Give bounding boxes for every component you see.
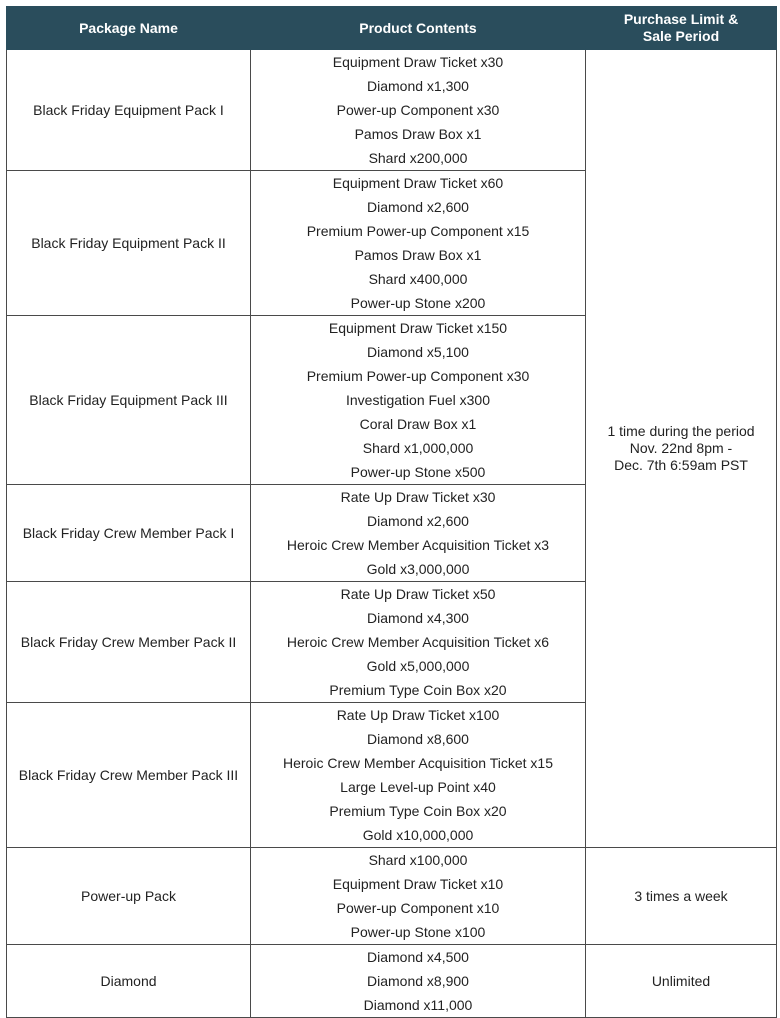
product-item: Equipment Draw Ticket x30 [332,54,504,70]
product-item: Power-up Stone x500 [350,464,486,480]
product-item: Power-up Stone x200 [350,295,486,311]
table-header-row [7,7,777,50]
table-row [7,945,777,1018]
limit-cell-diamond: Unlimited [586,945,777,1018]
package-name-cell: Diamond [7,945,251,1018]
product-item: Diamond x11,000 [363,997,473,1013]
product-item: Diamond x8,900 [367,973,469,989]
product-item: Power-up Component x30 [336,102,500,118]
table-row [7,848,777,945]
product-item: Pamos Draw Box x1 [354,126,482,142]
product-contents-cell [251,485,586,582]
package-table [6,6,777,1018]
product-item: Equipment Draw Ticket x60 [332,175,504,191]
product-item: Heroic Crew Member Acquisition Ticket x6 [286,634,550,650]
product-item: Gold x10,000,000 [362,827,474,843]
product-item: Shard x200,000 [368,150,468,166]
product-item: Gold x3,000,000 [366,561,470,577]
limit-line: Nov. 22nd 8pm - [629,440,733,456]
product-item: Investigation Fuel x300 [346,392,490,408]
product-item: Coral Draw Box x1 [359,416,477,432]
product-item: Diamond x4,500 [367,949,469,965]
product-item: Rate Up Draw Ticket x100 [336,707,500,723]
product-item: Equipment Draw Ticket x10 [332,876,504,892]
header-limit-line1: Purchase Limit & [623,11,739,27]
table-row [7,50,777,171]
package-name-cell: Black Friday Crew Member Pack I [7,485,251,582]
product-contents-cell [251,582,586,703]
limit-line: 1 time during the period [607,423,755,439]
product-item: Power-up Stone x100 [350,924,486,940]
product-contents-cell [251,848,586,945]
product-item: Shard x1,000,000 [362,440,474,456]
header-product-contents: Product Contents [251,7,586,50]
product-item: Premium Power-up Component x30 [306,368,530,384]
product-item: Diamond x4,300 [367,610,469,626]
product-item: Diamond x2,600 [367,513,469,529]
product-item: Gold x5,000,000 [366,658,470,674]
package-name-cell: Black Friday Crew Member Pack II [7,582,251,703]
package-name-cell: Power-up Pack [7,848,251,945]
limit-line: Dec. 7th 6:59am PST [614,457,748,473]
package-name-cell: Black Friday Equipment Pack III [7,316,251,485]
product-item: Equipment Draw Ticket x150 [328,320,508,336]
product-item: Heroic Crew Member Acquisition Ticket x15 [283,755,553,771]
product-item: Diamond x1,300 [367,78,469,94]
limit-cell-power-up: 3 times a week [586,848,777,945]
product-contents-cell [251,50,586,171]
product-contents-cell [251,945,586,1018]
product-item: Premium Type Coin Box x20 [329,803,507,819]
product-item: Power-up Component x10 [336,900,500,916]
product-item: Rate Up Draw Ticket x30 [340,489,496,505]
product-item: Premium Power-up Component x15 [306,223,530,239]
header-limit-line2: Sale Period [642,28,720,44]
product-item: Diamond x5,100 [367,344,469,360]
product-item: Shard x100,000 [368,852,468,868]
product-item: Rate Up Draw Ticket x50 [340,586,496,602]
header-package-name: Package Name [7,7,251,50]
product-item: Diamond x8,600 [367,731,469,747]
package-name-cell: Black Friday Crew Member Pack III [7,703,251,848]
package-name-cell: Black Friday Equipment Pack II [7,171,251,316]
product-item: Premium Type Coin Box x20 [329,682,507,698]
product-contents-cell [251,316,586,485]
product-item: Heroic Crew Member Acquisition Ticket x3 [286,537,550,553]
product-item: Shard x400,000 [368,271,468,287]
header-purchase-limit [586,7,777,50]
product-item: Diamond x2,600 [367,199,469,215]
product-item: Pamos Draw Box x1 [354,247,482,263]
package-name-cell: Black Friday Equipment Pack I [7,50,251,171]
limit-cell-black-friday [586,50,777,848]
product-item: Large Level-up Point x40 [340,779,496,795]
product-contents-cell [251,703,586,848]
product-contents-cell [251,171,586,316]
